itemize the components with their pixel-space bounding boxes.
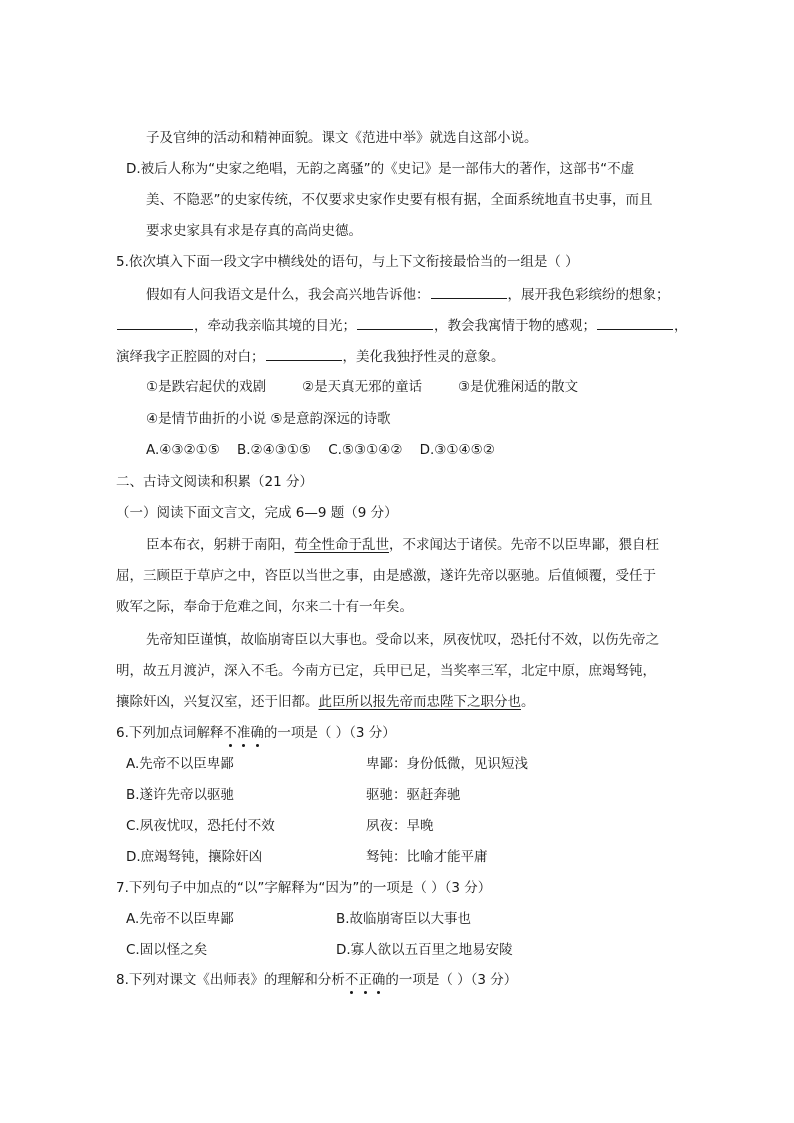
q7-option-d: D.寡人欲以五百里之地易安陵 <box>336 942 513 958</box>
q5-choices: A.④③②①⑤ B.②④③①⑤ C.⑤③①④② D.③①④⑤② <box>146 442 495 458</box>
passage-para2-line2: 明，故五月渡泸，深入不毛。今南方已定，兵甲已足，当奖率三军，北定中原，庶竭驽钝， <box>116 663 656 679</box>
q6-option-a: A.先帝不以臣卑鄙 <box>126 756 234 772</box>
q7-option-b: B.故临崩寄臣以大事也 <box>336 911 472 927</box>
emphasis-char: 正 <box>358 972 372 988</box>
passage-para1-line1 <box>146 535 659 555</box>
q6-option-d-explanation: 驽钝：比喻才能平庸 <box>366 849 488 865</box>
q5-text: ，牵动我亲临其境的目光； <box>194 318 356 334</box>
q4-option-d-line1: D.被后人称为“史家之绝唱，无韵之离骚”的《史记》是一部伟大的著作，这部书“不虚 <box>126 161 635 177</box>
q5-passage-line1 <box>146 284 670 305</box>
q5-text: ，展开我色彩缤纷的想象； <box>507 287 670 303</box>
q6-text: 6.下列加点词解释 <box>116 725 224 741</box>
q7-stem: 7.下列句子中加点的“以”字解释为“因为”的一项是（ ）（3 分） <box>116 880 492 896</box>
passage-text: ，不求闻达于诸侯。先帝不以臣卑鄙，猥自枉 <box>389 537 659 553</box>
passage-para2-line1: 先帝知臣谨慎，故临崩寄臣以大事也。受命以来，夙夜忧叹，恐托付不效，以伤先帝之 <box>146 632 659 648</box>
q6-option-c-explanation: 夙夜：早晚 <box>366 818 434 834</box>
passage-para1-line2: 屈，三顾臣于草庐之中，咨臣以当世之事，由是感激，遂许先帝以驱驰。后值倾覆，受任于 <box>116 568 656 584</box>
q5-option-3: ③是优雅闲适的散文 <box>458 379 579 395</box>
section-2-title: 二、古诗文阅读和积累（21 分） <box>116 474 313 490</box>
q6-option-c: C.夙夜忧叹，恐托付不效 <box>126 818 275 834</box>
q8-stem <box>116 970 517 990</box>
passage-text: 。 <box>521 694 535 710</box>
fill-blank <box>357 315 433 330</box>
passage-para1-line3: 败军之际，奉命于危难之间，尔来二十有一年矣。 <box>116 599 413 615</box>
q6-stem <box>116 723 396 743</box>
fill-blank <box>117 315 193 330</box>
q6-option-d: D.庶竭驽钝，攘除奸凶 <box>126 849 263 865</box>
q4-option-d-line3: 要求史家具有求是存真的高尚史德。 <box>146 223 362 239</box>
emphasis-char: 不 <box>344 972 359 988</box>
q6-option-a-explanation: 卑鄙：身份低微，见识短浅 <box>366 756 528 772</box>
q8-text: 8.下列对课文《出师表》的理解和分析 <box>116 972 345 988</box>
q6-option-b-explanation: 驱驰：驱赶奔驰 <box>366 787 461 803</box>
q4-option-d-line2: 美、不隐恶”的史家传统，不仅要求史家作史要有根有据，全面系统地直书史事，而且 <box>146 192 653 208</box>
fill-blank <box>431 284 507 299</box>
q5-passage-line3 <box>116 346 505 367</box>
q5-text: 演绎我字正腔圆的对白； <box>116 349 265 365</box>
fill-blank <box>266 346 342 361</box>
q5-stem: 5.依次填入下面一段文字中横线处的语句，与上下文衔接最恰当的一组是（ ） <box>116 254 579 270</box>
q5-option-1: ①是跌宕起伏的戏剧 <box>146 379 267 395</box>
q7-option-a: A.先帝不以臣卑鄙 <box>126 911 234 927</box>
emphasis-char: 准 <box>236 725 251 741</box>
q6-text: 的一项是（ ）（3 分） <box>263 725 396 741</box>
q6-option-b: B.遂许先帝以驱驰 <box>126 787 235 803</box>
passage-text: 臣本布衣，躬耕于南阳， <box>146 537 295 553</box>
emphasis-char: 确 <box>250 725 264 741</box>
passage-text: 攘除奸凶，兴复汉室，还于旧都。 <box>116 694 319 710</box>
fill-blank <box>597 315 673 330</box>
q5-option-4-5: ④是情节曲折的小说 ⑤是意韵深远的诗歌 <box>146 411 391 427</box>
q5-passage-line2 <box>116 315 688 336</box>
q5-text: ，美化我独抒性灵的意象。 <box>342 349 505 365</box>
q4-c-line: 子及官绅的活动和精神面貌。课文《范进中举》就选自这部小说。 <box>146 130 538 146</box>
passage-para2-line3 <box>116 692 535 712</box>
q7-option-c: C.固以怪之矣 <box>126 942 208 958</box>
q5-text: 假如有人问我语文是什么，我会高兴地告诉他： <box>146 287 430 303</box>
underlined-sentence: 苟全性命于乱世 <box>294 537 389 553</box>
q5-text: ，教会我寓情于物的感观； <box>434 318 596 334</box>
q5-option-2: ②是天真无邪的童话 <box>302 379 423 395</box>
underlined-sentence: 此臣所以报先帝而忠陛下之职分也 <box>318 694 521 710</box>
emphasis-char: 不 <box>223 725 237 741</box>
section-2-sub-1: （一）阅读下面文言文，完成 6—9 题（9 分） <box>116 505 398 521</box>
q8-text: 的一项是（ ）（3 分） <box>385 972 518 988</box>
emphasis-char: 确 <box>371 972 386 988</box>
q5-text: ， <box>674 318 688 334</box>
